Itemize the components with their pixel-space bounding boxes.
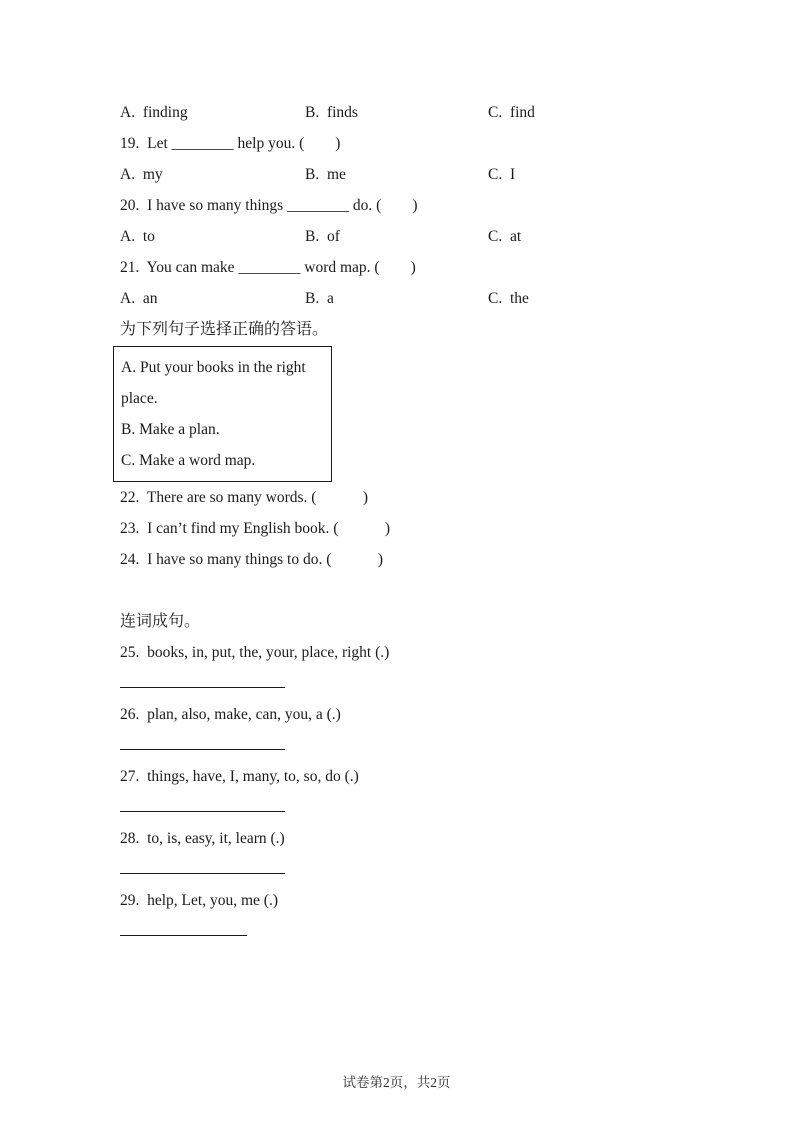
question-25-stem: 25. books, in, put, the, your, place, right (.)	[120, 644, 390, 661]
option-a: A. an	[120, 290, 158, 307]
option-a: A. finding	[120, 104, 188, 121]
answer-choice-c: C. Make a word map.	[121, 452, 256, 469]
page-footer: 试卷第2页，共2页	[342, 1075, 451, 1090]
answer-line-row-27	[120, 792, 730, 823]
option-c: C. the	[488, 290, 529, 307]
question-28-stem: 28. to, is, easy, it, learn (.)	[120, 830, 285, 847]
option-a: A. to	[120, 228, 155, 245]
answer-blank-line	[120, 934, 247, 936]
answer-blank-line	[120, 810, 285, 812]
question-24-stem: 24. I have so many things to do. ( )	[120, 551, 384, 568]
option-c: C. I	[488, 166, 516, 183]
question-19-stem: 19. Let ________ help you. ( )	[120, 135, 341, 152]
question-29-stem: 29. help, Let, you, me (.)	[120, 892, 278, 909]
answer-blank-line	[120, 748, 285, 750]
answer-choices-box	[113, 346, 332, 482]
question-22-stem: 22. There are so many words. ( )	[120, 489, 369, 506]
option-c: C. at	[488, 228, 522, 245]
option-a: A. my	[120, 166, 163, 183]
option-b: B. me	[305, 166, 346, 183]
answer-line-row-29	[120, 916, 730, 947]
question-23-stem: 23. I can’t find my English book. ( )	[120, 520, 391, 537]
question-27-stem: 27. things, have, I, many, to, so, do (.)	[120, 768, 359, 785]
question-26-stem: 26. plan, also, make, can, you, a (.)	[120, 706, 341, 723]
answer-blank-line	[120, 686, 285, 688]
answer-choice-b: B. Make a plan.	[121, 421, 220, 438]
question-21-stem: 21. You can make ________ word map. ( )	[120, 259, 416, 276]
build-section-instruction: 连词成句。	[120, 613, 201, 630]
mc-options-row-19	[120, 159, 730, 190]
answer-line-row-26	[120, 730, 730, 761]
option-b: B. of	[305, 228, 340, 245]
answer-line-row-25	[120, 668, 730, 699]
question-20-stem: 20. I have so many things ________ do. ( )	[120, 197, 418, 214]
option-c: C. find	[488, 104, 535, 121]
mc-options-row-20	[120, 221, 730, 252]
blank-row	[120, 575, 730, 606]
option-b: B. finds	[305, 104, 358, 121]
answer-line-row-28	[120, 854, 730, 885]
match-section-instruction: 为下列句子选择正确的答语。	[120, 321, 329, 338]
answer-blank-line	[120, 872, 285, 874]
mc-options-row-21	[120, 283, 730, 314]
page-content	[120, 97, 730, 947]
mc-options-row-18	[120, 97, 730, 128]
answer-choice-a: A. Put your books in the right place.	[121, 359, 310, 407]
option-b: B. a	[305, 290, 334, 307]
